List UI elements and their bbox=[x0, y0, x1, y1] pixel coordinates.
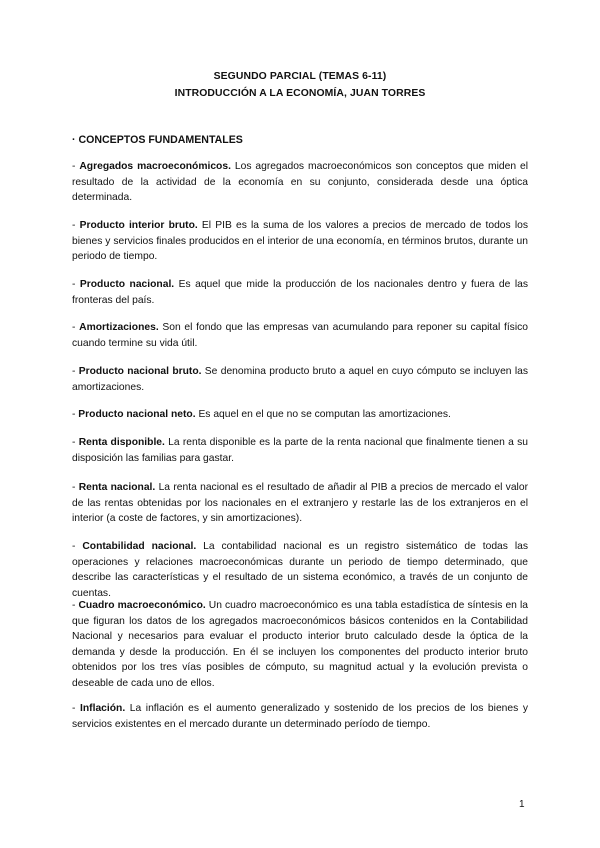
concept-inflacion bbox=[72, 701, 528, 732]
concept-contabilidad-nacional bbox=[72, 539, 528, 601]
concept-definition: La renta disponible es la parte de la renta nacional que finalmente tienen a su disposición las familias para gastar. bbox=[72, 437, 528, 464]
page-number: 1 bbox=[519, 799, 525, 810]
concept-term: Agregados macroeconómicos. bbox=[79, 161, 231, 172]
concept-definition: Se denomina producto bruto a aquel en cuyo cómputo se incluyen las amortizaciones. bbox=[72, 366, 528, 393]
concept-prefix: - bbox=[72, 322, 80, 333]
concept-term: Renta nacional. bbox=[78, 482, 156, 493]
concept-prefix: - bbox=[72, 161, 80, 172]
concept-definition: La contabilidad nacional es un registro sistemático de todas las operaciones y relaciones macroeconómicas durante un periodo de tiempo determinado, que describe las características y el resultado de un sistema económico, a través de un conjunto de cuentas. bbox=[72, 541, 528, 599]
concept-term: Cuadro macroeconómico. bbox=[78, 600, 206, 611]
concept-term: Producto interior bruto. bbox=[79, 220, 198, 231]
concept-prefix: - bbox=[72, 220, 80, 231]
concept-prefix: - bbox=[72, 482, 79, 493]
concept-agregados-macroeconomicos bbox=[72, 159, 528, 206]
section-heading: · CONCEPTOS FUNDAMENTALES bbox=[72, 134, 243, 146]
concept-term: Producto nacional neto. bbox=[78, 409, 196, 420]
concept-definition: Es aquel que mide la producción de los nacionales dentro y fuera de las fronteras del país. bbox=[72, 279, 528, 306]
concept-amortizaciones bbox=[72, 320, 528, 351]
concept-definition: El PIB es la suma de los valores a precios de mercado de todos los bienes y servicios finales producidos en el interior de una economía, en términos brutos, durante un periodo de tiempo. bbox=[72, 220, 528, 263]
document-title-line-1: SEGUNDO PARCIAL (TEMAS 6-11) bbox=[213, 71, 387, 82]
concept-prefix: - bbox=[72, 279, 80, 290]
concept-term: Producto nacional bruto. bbox=[78, 366, 202, 377]
concept-definition: La inflación es el aumento generalizado y sostenido de los precios de los bienes y servicios existentes en el mercado durante un determinado período de tiempo. bbox=[72, 703, 528, 730]
concept-prefix: - bbox=[72, 703, 80, 714]
concept-renta-disponible bbox=[72, 435, 528, 466]
concept-cuadro-macroeconomico bbox=[72, 598, 528, 692]
concept-term: Contabilidad nacional. bbox=[82, 541, 197, 552]
concept-producto-nacional-neto bbox=[72, 407, 528, 423]
concept-prefix: - bbox=[72, 409, 79, 420]
concept-term: Producto nacional. bbox=[79, 279, 175, 290]
concept-renta-nacional bbox=[72, 480, 528, 527]
concept-producto-nacional bbox=[72, 277, 528, 308]
concept-term: Inflación. bbox=[80, 703, 126, 714]
concept-definition: Son el fondo que las empresas van acumulando para reponer su capital físico cuando termine su vida útil. bbox=[72, 322, 528, 349]
concept-term: Renta disponible. bbox=[78, 437, 165, 448]
concept-prefix: - bbox=[72, 366, 79, 377]
concept-definition: Un cuadro macroeconómico es una tabla estadística de síntesis en la que figuran los datos de los agregados macroeconómicos básicos contenidos en la Contabilidad Nacional y necesarios para evaluar el producto interior bruto calculado desde la óptica de la demanda y desde la producción. En él se incluyen los componentes del producto interior bruto obtenidos por los tres vías posibles de cómputo, su magnitud actual y la evolución prevista o deseable de cada uno de ellos. bbox=[72, 600, 528, 689]
concept-producto-nacional-bruto bbox=[72, 364, 528, 395]
concept-prefix: - bbox=[72, 437, 79, 448]
concept-prefix: - bbox=[72, 541, 83, 552]
concept-definition: La renta nacional es el resultado de añadir al PIB a precios de mercado el valor de las rentas obtenidas por los nacionales en el extranjero y restarle las de los extranjeros en el interior (a coste de factores, y sin amortizaciones). bbox=[72, 482, 528, 525]
concept-producto-interior-bruto bbox=[72, 218, 528, 265]
concept-definition: Los agregados macroeconómicos son conceptos que miden el resultado de la actividad de la economía en su conjunto, considerada desde una óptica determinada. bbox=[72, 161, 529, 204]
concept-definition: Es aquel en el que no se computan las amortizaciones. bbox=[195, 409, 451, 420]
document-title-line-2: INTRODUCCIÓN A LA ECONOMÍA, JUAN TORRES bbox=[174, 88, 426, 99]
concept-term: Amortizaciones. bbox=[79, 322, 159, 333]
concept-prefix: - bbox=[72, 600, 79, 611]
